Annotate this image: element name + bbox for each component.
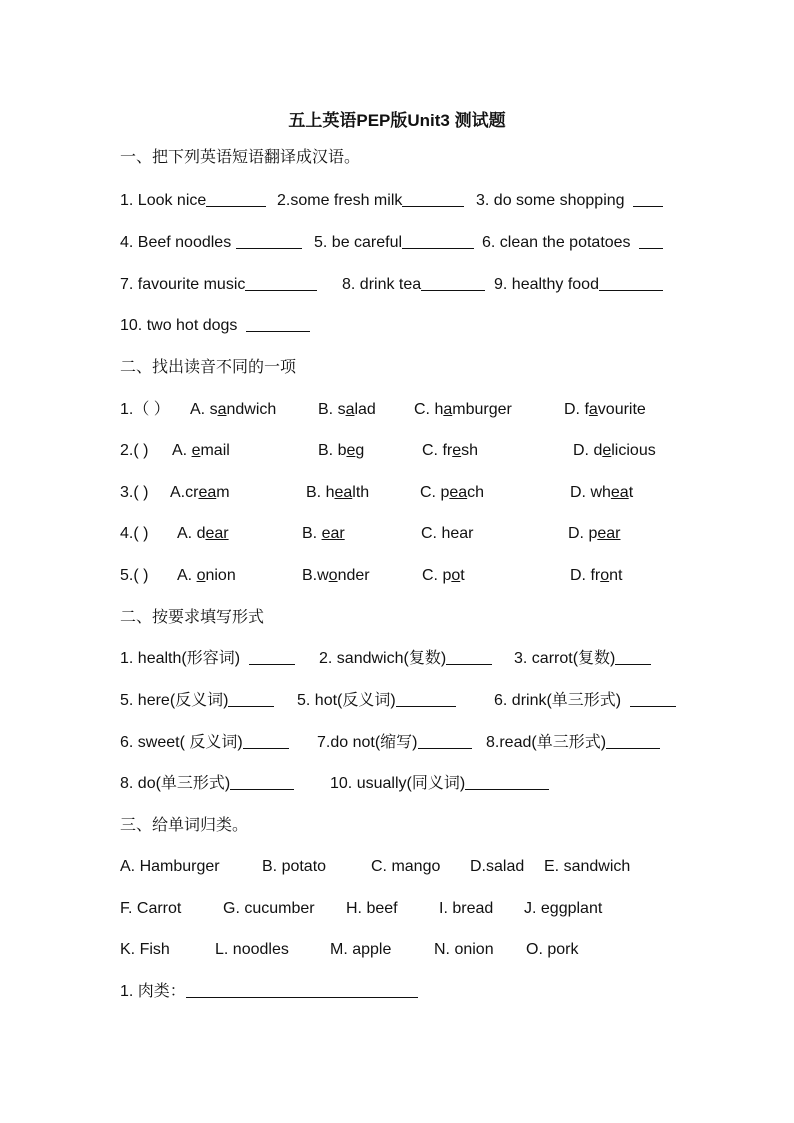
option-c: C. hear [421, 525, 474, 542]
phrase: 10. two hot dogs [120, 314, 310, 338]
form-line: 8. do(单三形式) 10. usually(同义词) [120, 772, 684, 796]
option-b: B. salad [318, 401, 376, 418]
form-line: 6. sweet( 反义词) 7.do not(缩写) 8.read(单三形式) [120, 731, 684, 755]
page-title: 五上英语PEP版Unit3 测试题 [288, 111, 506, 130]
option-b: B.wonder [302, 567, 370, 584]
option-b: B. ear [302, 525, 345, 542]
option-d: D. favourite [564, 401, 646, 418]
option-a: A.cream [170, 484, 230, 501]
section1-line [120, 231, 684, 255]
option-a: A. sandwich [190, 401, 277, 418]
section2-heading: 二、找出读音不同的一项 [120, 359, 297, 376]
option-a: A. onion [177, 567, 236, 584]
phrase: 5. be careful [314, 231, 474, 255]
word-row: F. Carrot G. cucumber H. beef I. bread J. eggplant [120, 900, 603, 917]
section1-line [120, 314, 684, 338]
pronunciation-question: 1.（ ） A. sandwich B. salad C. hamburger D. favourite [120, 398, 684, 422]
pronunciation-question: 2.( ) A. email B. beg C. fresh D. delicious [120, 439, 684, 463]
section3-heading: 二、按要求填写形式 [120, 609, 265, 626]
word-row: A. Hamburger B. potato C. mango D.salad E. sandwich [120, 858, 631, 875]
option-d: D. delicious [573, 442, 656, 459]
phrase: 1. Look nice [120, 189, 266, 213]
section1-line [120, 189, 684, 213]
pronunciation-question: 4.( ) A. dear B. ear C. hear D. pear [120, 522, 684, 546]
option-d: D. wheat [570, 484, 634, 501]
phrase: 8. drink tea [342, 273, 485, 297]
phrase: 4. Beef noodles [120, 231, 302, 255]
pronunciation-question: 3.( ) A.cream B. health C. peach D. wheat [120, 481, 684, 505]
form-line: 5. here(反义词) 5. hot(反义词) 6. drink(单三形式) [120, 689, 684, 713]
phrase: 2.some fresh milk [277, 189, 464, 213]
option-b: B. health [306, 484, 370, 501]
pronunciation-question: 5.( ) A. onion B.wonder C. pot D. front [120, 564, 684, 588]
option-b: B. beg [318, 442, 365, 459]
phrase: 9. healthy food [494, 273, 663, 297]
option-c: C. peach [420, 484, 485, 501]
phrase: 3. do some shopping [476, 189, 655, 213]
option-c: C. fresh [422, 442, 479, 459]
option-d: D. pear [568, 525, 621, 542]
option-a: A. email [172, 442, 230, 459]
form-line: 1. health(形容词) 2. sandwich(复数) 3. carrot(复数) [120, 647, 684, 671]
option-a: A. dear [177, 525, 229, 542]
phrase: 7. favourite music [120, 273, 317, 297]
section1-heading: 一、把下列英语短语翻译成汉语。 [120, 149, 361, 166]
category-line: 1. 肉类： [120, 980, 684, 1004]
word-row: K. Fish L. noodles M. apple N. onion O. pork [120, 941, 579, 958]
phrase: 6. clean the potatoes [482, 231, 655, 255]
option-d: D. front [570, 567, 623, 584]
option-c: C. hamburger [414, 401, 512, 418]
section1-line [120, 273, 684, 297]
section4-heading: 三、给单词归类。 [120, 817, 249, 834]
option-c: C. pot [422, 567, 465, 584]
